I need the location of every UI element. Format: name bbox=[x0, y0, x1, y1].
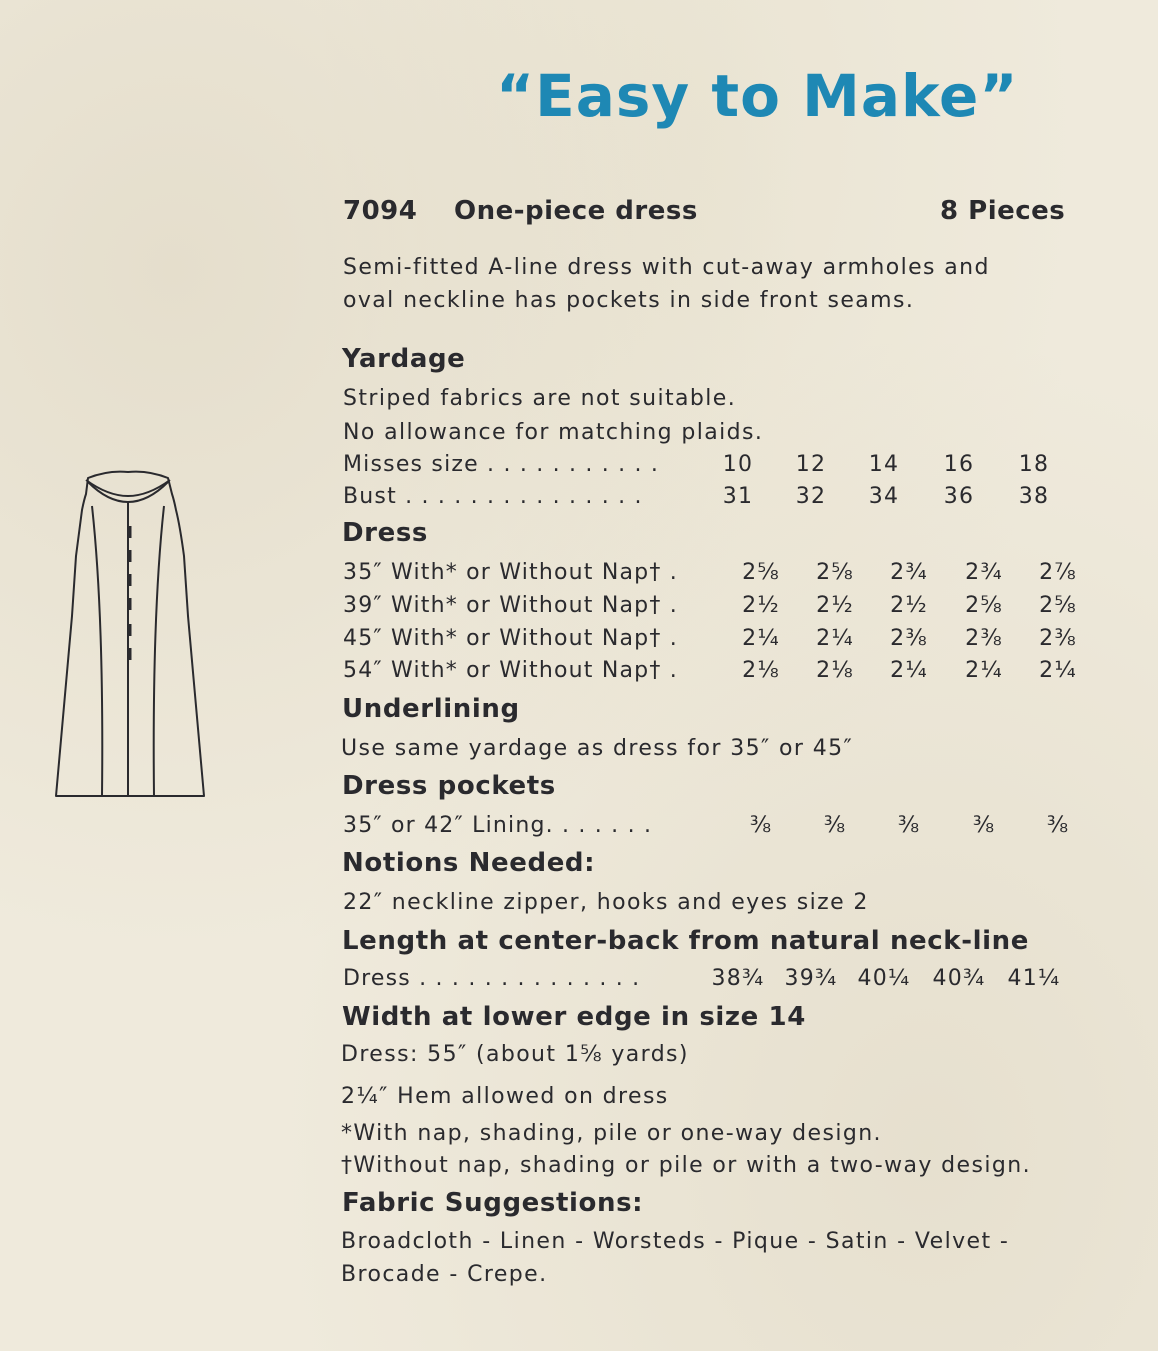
size-value: 12 bbox=[795, 452, 827, 477]
size-value: 10 bbox=[722, 452, 754, 477]
yardage-value: 2¾ bbox=[965, 560, 1003, 585]
yardage-note: Striped fabrics are not suitable. bbox=[343, 386, 737, 411]
bust-value: 34 bbox=[868, 484, 900, 509]
underlining-text: Use same yardage as dress for 35″ or 45″ bbox=[341, 736, 854, 761]
row-label: Dress . . . . . . . . . . . . . . bbox=[343, 966, 641, 991]
lining-value: ⅜ bbox=[897, 813, 921, 838]
row-label: Bust . . . . . . . . . . . . . . . bbox=[343, 484, 643, 509]
yardage-value: 2⅝ bbox=[1039, 593, 1077, 618]
bust-value: 36 bbox=[943, 484, 975, 509]
pattern-number: 7094 bbox=[343, 196, 418, 226]
size-value: 16 bbox=[943, 452, 975, 477]
row-label: 45″ With* or Without Nap† . bbox=[343, 626, 678, 651]
yardage-value: 2½ bbox=[890, 593, 928, 618]
bust-value: 31 bbox=[722, 484, 754, 509]
yardage-value: 2⅝ bbox=[816, 560, 854, 585]
row-label: 39″ With* or Without Nap† . bbox=[343, 593, 678, 618]
yardage-value: 2¾ bbox=[890, 560, 928, 585]
row-label: Misses size . . . . . . . . . . . bbox=[343, 452, 660, 477]
lining-value: ⅜ bbox=[972, 813, 996, 838]
lining-value: ⅜ bbox=[823, 813, 847, 838]
bust-row bbox=[343, 484, 1073, 516]
misses-size-row bbox=[343, 452, 1073, 484]
width-heading: Width at lower edge in size 14 bbox=[342, 1002, 806, 1032]
yardage-value: 2¼ bbox=[890, 658, 928, 683]
notions-heading: Notions Needed: bbox=[342, 848, 596, 878]
dress-heading: Dress bbox=[342, 518, 428, 548]
description-line: oval neckline has pockets in side front seams. bbox=[343, 288, 915, 313]
pockets-lining-row bbox=[343, 813, 1073, 845]
yardage-value: 2½ bbox=[742, 593, 780, 618]
hem-text: 2¼″ Hem allowed on dress bbox=[341, 1084, 669, 1109]
lining-value: ⅜ bbox=[1046, 813, 1070, 838]
footnote-with-nap: *With nap, shading, pile or one-way design. bbox=[341, 1121, 882, 1146]
yardage-value: 2⅝ bbox=[742, 560, 780, 585]
page-title: “Easy to Make” bbox=[496, 62, 1019, 130]
dress-yardage-row bbox=[343, 560, 1077, 592]
length-value: 40¼ bbox=[857, 966, 911, 991]
description-line: Semi-fitted A-line dress with cut-away armholes and bbox=[343, 255, 990, 280]
length-value: 40¾ bbox=[932, 966, 986, 991]
length-value: 39¾ bbox=[784, 966, 838, 991]
yardage-value: 2⅝ bbox=[965, 593, 1003, 618]
fabric-line: Brocade - Crepe. bbox=[341, 1262, 548, 1287]
size-value: 14 bbox=[868, 452, 900, 477]
length-row bbox=[343, 966, 1073, 998]
yardage-note: No allowance for matching plaids. bbox=[343, 420, 764, 445]
yardage-value: 2¼ bbox=[816, 626, 854, 651]
length-value: 41¼ bbox=[1007, 966, 1061, 991]
dress-illustration bbox=[48, 466, 208, 812]
yardage-value: 2⅛ bbox=[742, 658, 780, 683]
yardage-value: 2⅜ bbox=[965, 626, 1003, 651]
notions-text: 22″ neckline zipper, hooks and eyes size 2 bbox=[343, 890, 869, 915]
row-label: 35″ With* or Without Nap† . bbox=[343, 560, 678, 585]
fabric-line: Broadcloth - Linen - Worsteds - Pique - Satin - Velvet - bbox=[341, 1229, 1010, 1254]
dress-yardage-row bbox=[343, 658, 1077, 690]
footnote-without-nap: †Without nap, shading or pile or with a two-way design. bbox=[341, 1153, 1031, 1178]
underlining-heading: Underlining bbox=[342, 694, 520, 724]
fabric-heading: Fabric Suggestions: bbox=[342, 1188, 644, 1218]
pieces-count: 8 Pieces bbox=[940, 196, 1066, 226]
yardage-value: 2¼ bbox=[1039, 658, 1077, 683]
yardage-value: 2⅛ bbox=[816, 658, 854, 683]
dress-pockets-heading: Dress pockets bbox=[342, 771, 556, 801]
pattern-name: One-piece dress bbox=[454, 196, 698, 226]
dress-yardage-row bbox=[343, 626, 1077, 658]
length-value: 38¾ bbox=[711, 966, 765, 991]
bust-value: 32 bbox=[795, 484, 827, 509]
yardage-value: 2⅜ bbox=[890, 626, 928, 651]
yardage-value: 2½ bbox=[816, 593, 854, 618]
length-heading: Length at center-back from natural neck-line bbox=[342, 926, 1029, 956]
yardage-value: 2⅞ bbox=[1039, 560, 1077, 585]
yardage-value: 2¼ bbox=[965, 658, 1003, 683]
yardage-heading: Yardage bbox=[342, 344, 466, 374]
row-label: 35″ or 42″ Lining. . . . . . . bbox=[343, 813, 653, 838]
yardage-value: 2⅜ bbox=[1039, 626, 1077, 651]
row-label: 54″ With* or Without Nap† . bbox=[343, 658, 678, 683]
lining-value: ⅜ bbox=[749, 813, 773, 838]
size-value: 18 bbox=[1018, 452, 1050, 477]
yardage-value: 2¼ bbox=[742, 626, 780, 651]
bust-value: 38 bbox=[1018, 484, 1050, 509]
dress-yardage-row bbox=[343, 593, 1077, 625]
width-text: Dress: 55″ (about 1⅝ yards) bbox=[341, 1042, 689, 1067]
